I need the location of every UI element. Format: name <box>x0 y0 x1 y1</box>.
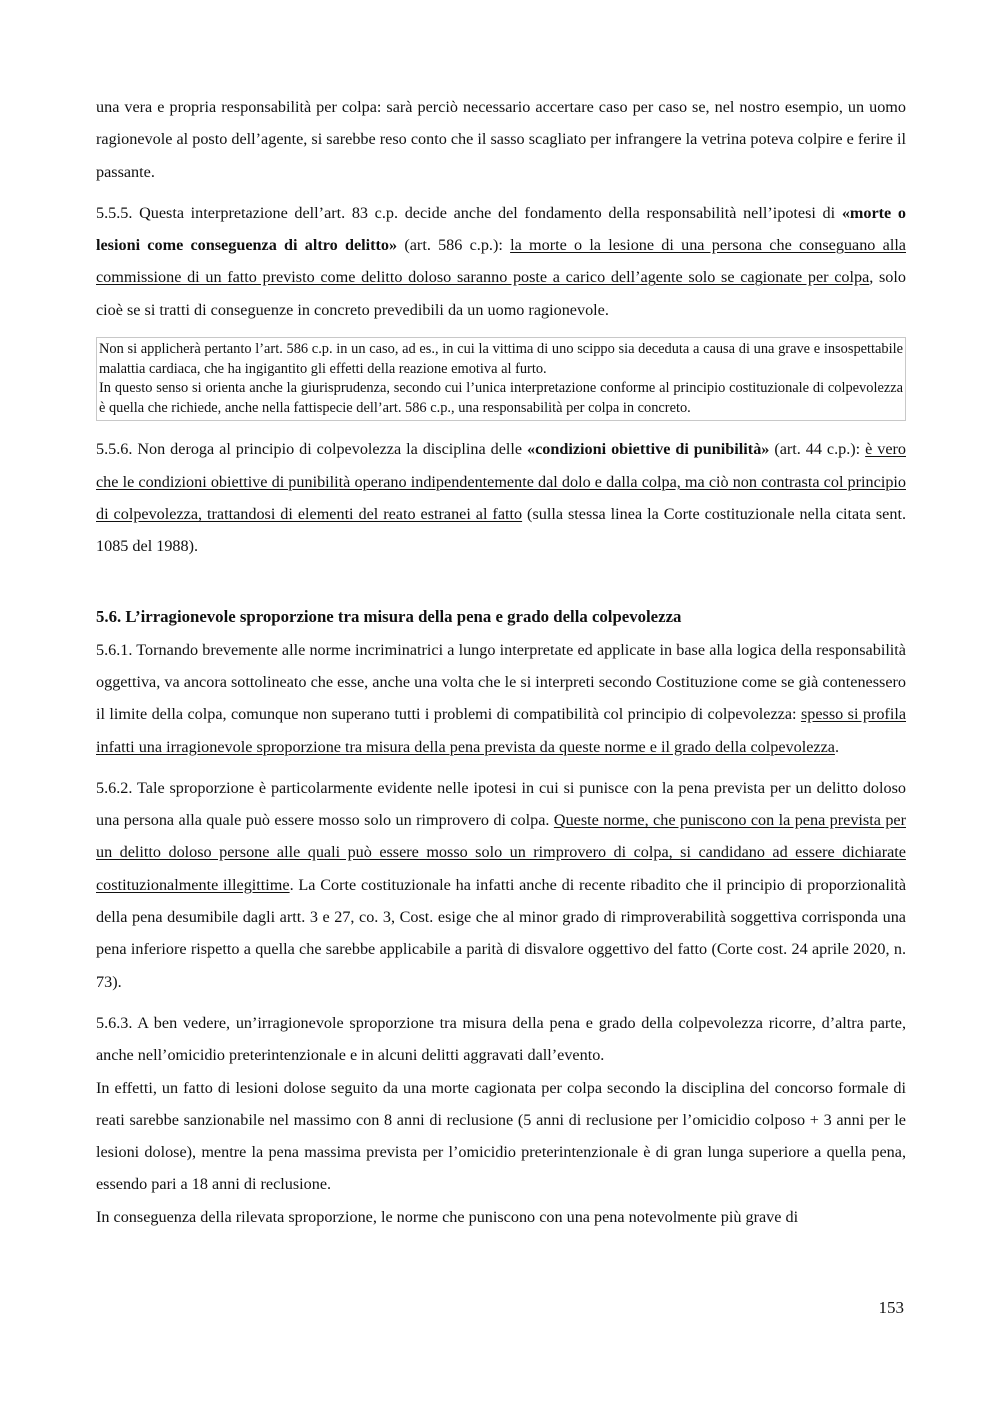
boxed-note <box>96 337 906 421</box>
underlined-text: Queste norme, che puniscono con la pena prevista per un delitto doloso persone alle quali può essere mosso solo un rimprovero di colpa, si candidano ad essere dichiarate costituzionalmente illegittime <box>96 811 906 894</box>
note-paragraph: Non si applicherà pertanto l’art. 586 c.p. in un caso, ad es., in cui la vittima di uno scippo sia deceduta a causa di una grave e insospettabile malattia cardiaca, che ha ingigantito gli effetti della reazione emotiva al furto. <box>99 341 903 377</box>
paragraph-5-6-2 <box>96 772 906 998</box>
paragraph-5-5-6 <box>96 433 906 562</box>
note-paragraph: In questo senso si orienta anche la giurisprudenza, secondo cui l’unica interpretazione conforme al principio costituzionale di colpevolezza è quella che richiede, anche nella fattispecie dell’art. 586 c.p., una responsabilità per colpa in concreto. <box>99 380 903 416</box>
text-run: 5.5.6. Non deroga al principio di colpevolezza la disciplina delle <box>96 440 527 459</box>
text-run: . La Corte costituzionale ha infatti anche di recente ribadito che il principio di proporzionalità della pena desumibile dagli artt. 3 e 27, co. 3, Cost. esige che al minor grado di rimproverabilità soggettiva corrisponda una pena inferiore rispetto a quella che sarebbe applicabile a parità di disvalore oggettivo del fatto (Corte cost. 24 aprile 2020, n. 73). <box>96 875 906 991</box>
paragraph-5-5-5 <box>96 197 906 326</box>
document-page <box>96 91 906 1233</box>
section-heading: 5.6. L’irragionevole sproporzione tra misura della pena e grado della colpevolezza <box>96 606 682 626</box>
text-run: (sulla stessa linea la Corte costituzionale nella citata sent. 1085 del 1988). <box>96 505 906 556</box>
text-run: 5.5.5. Questa interpretazione dell’art. 83 c.p. decide anche del fondamento della responsabilità nell’ipotesi di <box>96 203 842 222</box>
paragraph-5-6-3: 5.6.3. A ben vedere, un’irragionevole sproporzione tra misura della pena e grado della colpevolezza ricorre, d’altra parte, anche nell’omicidio preterintenzionale e in alcuni delitti aggravati dall’evento. <box>96 1013 906 1065</box>
underlined-text: è vero che le condizioni obiettive di punibilità operano indipendentemente dal dolo e dalla colpa, ma ciò non contrasta col principio di colpevolezza, trattandosi di elementi del reato estranei al fatto <box>96 440 906 524</box>
paragraph-effetti: In effetti, un fatto di lesioni dolose seguito da una morte cagionata per colpa secondo la disciplina del concorso formale di reati sarebbe sanzionabile nel massimo con 8 anni di reclusione (5 anni di reclusione per l’omicidio colposo + 3 anni per le lesioni dolose), mentre la pena massima prevista per l’omicidio preterintenzionale è di gran lunga superiore a quella pena, essendo pari a 18 anni di reclusione. <box>96 1078 906 1194</box>
page-number: 153 <box>878 1298 904 1317</box>
text-run: 5.6.1. Tornando brevemente alle norme incriminatrici a lungo interpretate ed applicate in base alla logica della responsabilità oggettiva, va ancora sottolineato che esse, anche una volta che le si interpreti secondo Costituzione come se già contenessero il limite della colpa, comunque non superano tutti i problemi di compatibilità col principio di colpevolezza: <box>96 640 906 724</box>
paragraph-conseguenza: In conseguenza della rilevata sproporzione, le norme che puniscono con una pena notevolmente più grave di <box>96 1207 799 1226</box>
text-run: . <box>834 737 839 756</box>
underlined-text: spesso si profila infatti una irragionevole sproporzione tra misura della pena prevista da queste norme e il grado della colpevolezza <box>96 705 907 756</box>
text-run: (art. 44 c.p.): <box>769 440 866 459</box>
bold-term: «condizioni obiettive di punibilità» <box>527 440 770 459</box>
text-run: (art. 586 c.p.): <box>397 236 511 255</box>
text-run: , solo cioè se si tratti di conseguenze in concreto prevedibili da un uomo ragionevole. <box>96 268 906 319</box>
paragraph-5-6-1 <box>96 634 906 763</box>
paragraph-continuation: una vera e propria responsabilità per colpa: sarà perciò necessario accertare caso per caso se, nel nostro esempio, un uomo ragionevole al posto dell’agente, si sarebbe reso conto che il sasso scagliato per infrangere la vetrina poteva colpire e ferire il passante. <box>96 98 906 181</box>
bold-term: «morte o lesioni come conseguenza di altro delitto» <box>96 203 906 255</box>
underlined-text: la morte o la lesione di una persona che conseguano alla commissione di un fatto previsto come delitto doloso saranno poste a carico dell’agente solo se cagionate per colpa <box>96 236 906 287</box>
text-run: 5.6.2. Tale sproporzione è particolarmente evidente nelle ipotesi in cui si punisce con la pena prevista per un delitto doloso una persona alla quale può essere mosso solo un rimprovero di colpa. <box>96 778 906 830</box>
